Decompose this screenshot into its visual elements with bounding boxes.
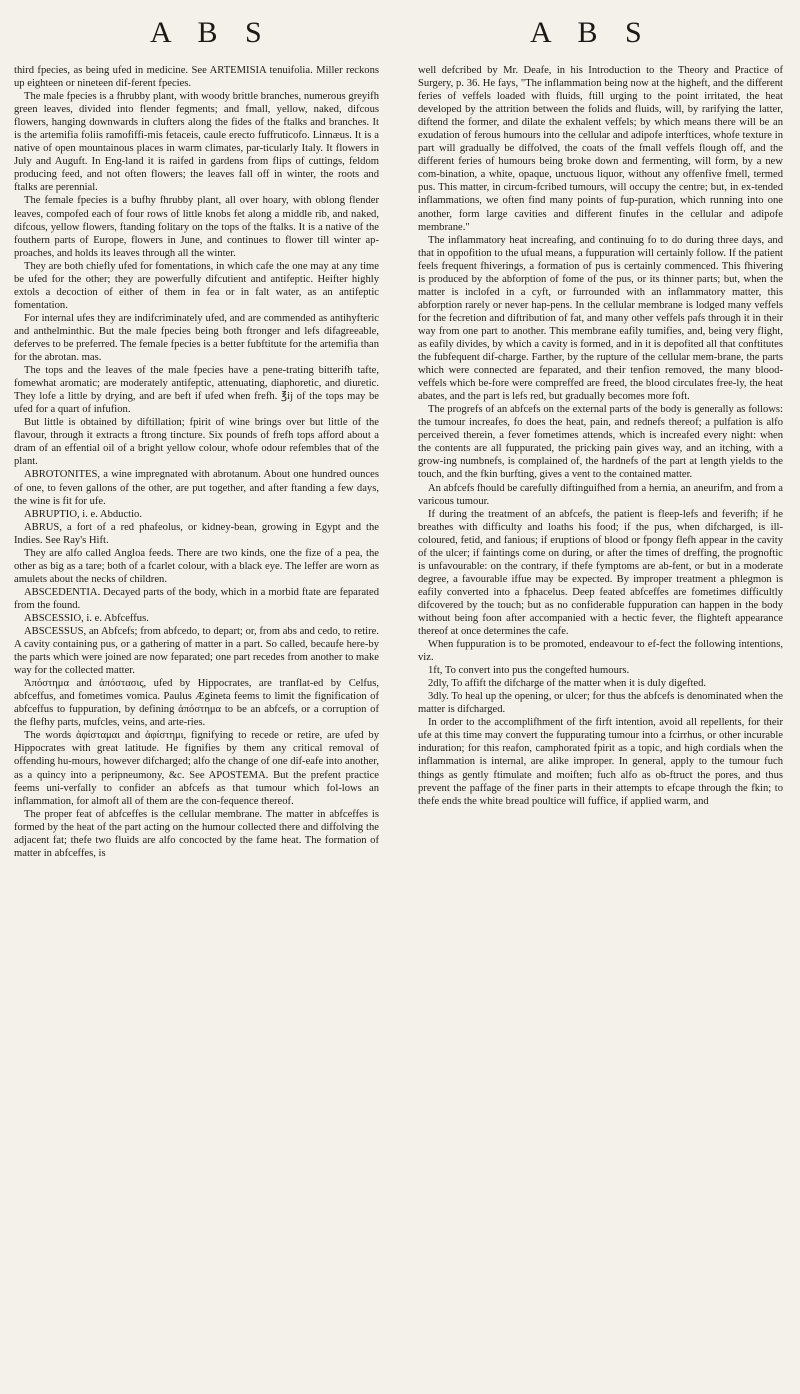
paragraph: The male fpecies is a fhrubby plant, with woody brittle branches, numerous greyifh green leaves, divided into flender fegments; and fmall, yellow, naked, difcous flowers, hanging downwards in clufters along the fides of the ftalks and branches. It is the artemifia foliis ramofiffi-mis fetaceis, caule erecto fuffruticofo. Linnæus. It is a native of open mountainous places in warm climates, par-ticularly Italy. It flowers in July and Auguft. In Eng-land it is raifed in gardens from flips of cuttings, feldom producing feed, and not often flowers; the leaves fall off in winter, the roots and ftalks are perennial.: [14, 91, 379, 194]
paragraph: 1ft, To convert into pus the congefted humours.: [428, 665, 630, 677]
entry-abscessio: ABSCESSIO, i. e. Abfceffus.: [24, 612, 149, 624]
paragraph: In order to the accomplifhment of the firft intention, avoid all repellents, for their ufe at this time may convert the fuppurating tumour into a fcirrhus, or other incurable induration; for this reafon, camphorated fpirit as a topic, and high cordials when the inflammation is internal, are alike improper. In general, apply to the tumour fuch things as gently ftimulate and moiften; fuch alfo as ob-ftruct the pores, and thus prevent the paffage of the finer parts in their attempts to efcape through the fkin; to thefe ends the white bread poultice will fuffice, if applied warm, and: [418, 717, 783, 807]
paragraph: The words ἀφίσταμαι and ἀφίστημι, fignifying to recede or retire, are ufed by Hippocrates with great latitude. He fignifies by them any critical removal of offending hu-mours, however difcharged; alfo the change of one dif-eafe into another, as a quincy into a peripneumony, &c. See APOSTEMA. But the prefent practice feems uni-verfally to confider an abfcefs as that tumour which fol-lows an inflammation, for almoft all of them are the con-fequence thereof.: [14, 730, 379, 807]
paragraph: When fuppuration is to be promoted, endeavour to ef-fect the following intentions, viz.: [418, 639, 783, 664]
paragraph: They are both chiefly ufed for fomentations, in which cafe the one may at any time be ufed for the other; they are powerfully difcutient and antifeptic. Heifter highly extols a decoction of either of them in fea or in falt water, as an antifeptic fomentation.: [14, 260, 379, 311]
right-column: [418, 64, 783, 808]
paragraph: For internal ufes they are indifcriminately ufed, and are commended as antihyfteric and anthelminthic. But the male fpecies being both ftronger and lefs difagreeable, deferves to be preferred. The female fpecies is a better fubftitute for the artemifia than for the abrotan. mas.: [14, 312, 379, 364]
running-head-right: A B S: [530, 16, 652, 49]
entry-abrotonites: ABROTONITES, a wine impregnated with abrotanum. About one hundred ounces of one, to feven gallons of the other, are put together, and after ftanding a few days, the wine is fit for ufe.: [14, 469, 379, 507]
paragraph: well defcribed by Mr. Deafe, in his Introduction to the Theory and Practice of Surgery, p. 36. He fays, "The inflammation being now at the higheft, and the different feries of veffels loaded with fluids, ftill urging to the point irritated, the heat developed by the attrition between the folids and fluids, will, by rarifying the latter, diftend the former, and dilate the exhalent veffels; by which means there will be an exudation of ferous humours into the cellular and adipofe interftices, whofe texture in part will gradually be diffolved, the coats of the fmall veffels flough off, and the different feries of humours being broke down and fermenting, will form, by a new com-bination, a white, opaque, unctuous liquor, without any offenfive fmell, termed pus. This matter, in circum-fcribed tumours, will occupy the centre; but, in ex-tended inflammations, we often find many points of fup-puration, which running into one another, form large cavities and different finufes in the cellular and adipofe membrane.": [418, 65, 783, 233]
paragraph: Ἀπόστημα and ἀπόστασις, ufed by Hippocrates, are tranflat-ed by Celfus, abfceffus, and fometimes vomica. Paulus Ægineta feems to limit the fignification of abfceffus to fuppuration, by defining ἀπόστημα to be an abfcefs, or a corruption of the flefhy parts, mufcles, veins, and arte-ries.: [14, 678, 379, 729]
paragraph: 3dly. To heal up the opening, or ulcer; for thus the abfcefs is denominated when the matter is difcharged.: [418, 691, 783, 716]
paragraph: But little is obtained by diftillation; fpirit of wine brings over but little of the flavour, through it extracts a ftrong tincture. Six pounds of frefh tops afford about a dram of an effential oil of a bright yellow colour, whofe odour refembles that of the plant.: [14, 417, 379, 468]
paragraph: The proper feat of abfceffes is the cellular membrane. The matter in abfceffes is formed by the heat of the part acting on the humour collected there and diffolving the adjacent fat; thefe two fluids are alfo concocted by the fame heat. The formation of matter in abfceffes, is: [14, 808, 379, 859]
paragraph: The progrefs of an abfcefs on the external parts of the body is generally as follows: the tumour increafes, fo does the heat, pain, and rednefs thereof; a pulfation is alfo perceived therein, a fever fometimes attends, which is increafed every night: when the contents are all fuppurated, the pricking pain gives way, and an itching, with a grow-ing numbnefs, is complained of, the hardnefs of the part at length yields to the touch, and the fkin burfting, gives a vent to the contained matter.: [418, 404, 783, 481]
paragraph: The inflammatory heat increafing, and continuing fo to do during three days, and that in oppofition to the ufual means, a fuppuration will certainly follow. If the patient feels frequent fhiverings, a formation of pus is certainly commenced. This fhivering is produced by the abforption of fome of the pus, or its thinner parts; but, when the matter is inclofed in a cyft, or furrounded with an inflammatory matter, this abforption rarely or never hap-pens. In the cellular membrane is lodged many veffels for the fecretion and diftribution of fat, and many other veffels pafs through it in their way from one part to another. This membrane eafily tumifies, and, being very flight, as eafily divides, by which a cavity is formed, and in it is depofited all that conftitutes the fubfequent dif-charge. Farther, by the rupture of the cellular mem-brane, the parts which were connected are feparated, and their tenfion removed, the many blood-veffels which be-fore were compreffed are freed, the blood circulates free-ly, the heat abates, and the part is lefs red, but gradually becomes more foft.: [418, 234, 783, 403]
running-head-left: A B S: [150, 16, 272, 49]
entry-abscedentia: ABSCEDENTIA. Decayed parts of the body, which in a morbid ftate are feparated from the found.: [14, 586, 379, 611]
left-column: [14, 64, 379, 860]
paragraph: An abfcefs fhould be carefully diftinguifhed from a hernia, an aneurifm, and from a varicous tumour.: [418, 482, 783, 507]
paragraph: If during the treatment of an abfcefs, the patient is fleep-lefs and feverifh; if he breathes with difficulty and loaths his food; if the pus, when difcharged, is ill-coloured, fetid, and fanious; if eruptions of blood or fpongy flefh appear in the cavity of the ulcer; if faintings come on during, or after the times of dreffing, the prognoftic is unfavourable: on the contrary, if thefe fymptoms are ab-fent, or but in a moderate degree, a favourable iffue may be expected. By improper treatment a phlegmon is eafily converted into a fphacelus. Deep feated abfceffes are fometimes difficultly difcovered by the touch; but as no confiderable fuppuration can happen in the body without being foon after accompanied with a hectic fever, the flighteft appearance thereof at once determines the cafe.: [418, 508, 783, 638]
paragraph: The female fpecies is a bufhy fhrubby plant, all over hoary, with oblong flender leaves, compofed each of four rows of little knobs fet along a middle rib, and naked, difcous, yellow flowers, ftanding folitary on the tops of the ftalks. It is a native of the fouthern parts of Europe, flowers in June, and continues to flower till winter ap-proaches, and holds its leaves through all the winter.: [14, 195, 379, 259]
running-head: [0, 16, 800, 56]
paragraph: The tops and the leaves of the male fpecies have a pene-trating bitterifh tafte, fomewhat aromatic; are moderately antifeptic, attenuating, diaphoretic, and diuretic. They lofe a little by drying, and are beft if ufed when frefh. ℥ij of the tops may be ufed for a quart of infufion.: [14, 365, 379, 416]
paragraph: 2dly, To affift the difcharge of the matter when it is duly digefted.: [428, 678, 707, 690]
entry-abscessus: ABSCESSUS, an Abfcefs; from abfcedo, to depart; or, from abs and cedo, to retire. A cavity containing pus, or a gathering of matter in a part. So called, becaufe here-by the parts which were joined are now feparated; one part recedes from another to make way for the collected matter.: [14, 626, 379, 677]
paragraph: They are alfo called Angloa feeds. There are two kinds, one the fize of a pea, the other as big as a tare; both of a fcarlet colour, with a black eye. The leffer are worn as amulets about the necks of children.: [14, 547, 379, 585]
paragraph: third fpecies, as being ufed in medicine. See ARTEMISIA tenuifolia. Miller reckons up eighteen or nineteen dif-ferent fpecies.: [14, 65, 379, 90]
column-gutter: [400, 64, 401, 1374]
entry-abrus: ABRUS, a fort of a red phafeolus, or kidney-bean, growing in Egypt and the Indies. See Ray's Hift.: [14, 521, 379, 546]
entry-abruptio: ABRUPTIO, i. e. Abductio.: [24, 508, 142, 520]
